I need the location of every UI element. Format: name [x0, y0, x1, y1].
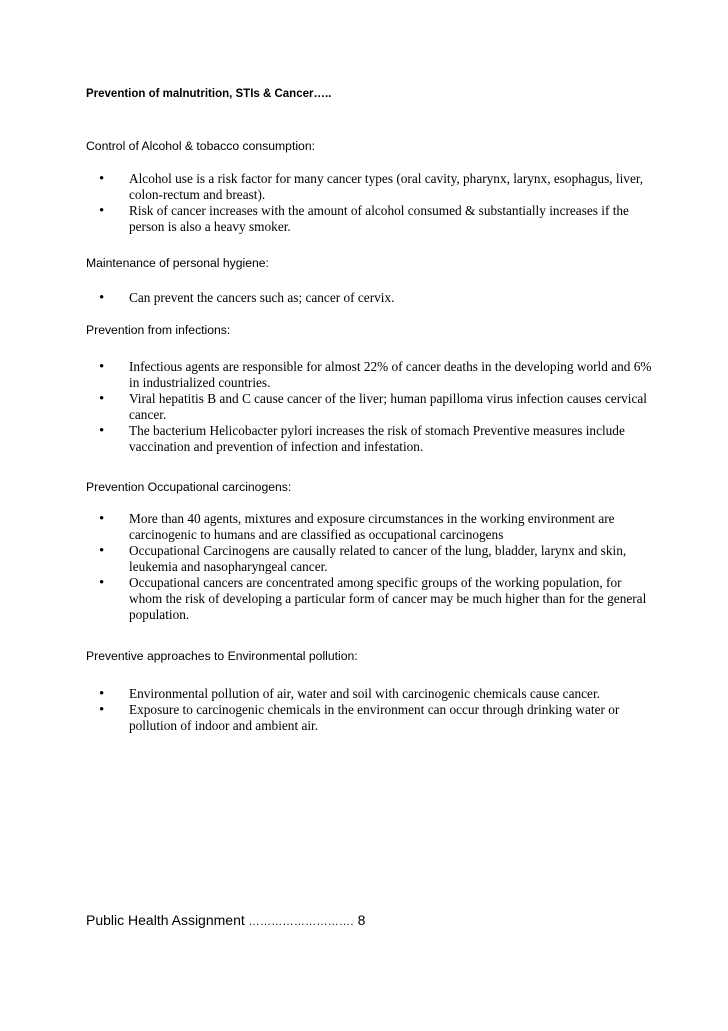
list-item: • Occupational cancers are concentrated among specific groups of the working population, for whom the risk of developing a particular form of cancer may be much higher than for the general population. — [99, 575, 647, 622]
list-item: • Can prevent the cancers such as; cancer of cervix. — [99, 290, 395, 306]
list-item: • Risk of cancer increases with the amount of alcohol consumed & substantially increases if the person is also a heavy smoker. — [99, 203, 629, 234]
bullet-list-occupational — [86, 511, 656, 623]
bullet-icon: • — [99, 171, 105, 187]
bullet-icon: • — [99, 575, 105, 591]
bullet-icon: • — [99, 290, 105, 306]
bullet-icon: • — [99, 686, 105, 702]
section-heading-occupational: Prevention Occupational carcinogens: — [86, 480, 292, 494]
list-item: • Viral hepatitis B and C cause cancer of the liver; human papilloma virus infection causes cervical cancer. — [99, 391, 647, 422]
section-heading-infections: Prevention from infections: — [86, 323, 231, 337]
footer-leader-dots: ………………………. — [248, 916, 354, 928]
bullet-icon: • — [99, 543, 105, 559]
bullet-list-personal-hygiene — [86, 290, 656, 306]
section-heading-environmental: Preventive approaches to Environmental pollution: — [86, 649, 358, 663]
list-item: • Alcohol use is a risk factor for many cancer types (oral cavity, pharynx, larynx, esophagus, liver, colon-rectum and breast). — [99, 171, 644, 202]
bullet-icon: • — [99, 391, 105, 407]
footer-label: Public Health Assignment — [86, 912, 245, 928]
page-number: 8 — [357, 912, 366, 928]
section-heading-personal-hygiene: Maintenance of personal hygiene: — [86, 256, 269, 270]
bullet-list-infections — [86, 359, 656, 455]
bullet-icon: • — [99, 203, 105, 219]
bullet-icon: • — [99, 423, 105, 439]
bullet-list-alcohol-tobacco — [86, 171, 656, 235]
page-title: Prevention of malnutrition, STIs & Cancer….. — [86, 88, 332, 100]
list-item: • More than 40 agents, mixtures and exposure circumstances in the working environment are carcinogenic to humans and are classified as occupational carcinogens — [99, 511, 615, 542]
list-item: • Infectious agents are responsible for almost 22% of cancer deaths in the developing world and 6% in industrialized countries. — [99, 359, 652, 390]
page-footer — [86, 912, 365, 928]
list-item: • Exposure to carcinogenic chemicals in the environment can occur through drinking water or pollution of indoor and ambient air. — [99, 702, 620, 733]
list-item: • The bacterium Helicobacter pylori increases the risk of stomach Preventive measures include vaccination and prevention of infection and infestation. — [99, 423, 625, 454]
section-heading-alcohol-tobacco: Control of Alcohol & tobacco consumption: — [86, 139, 315, 153]
list-item: • Environmental pollution of air, water and soil with carcinogenic chemicals cause cancer. — [99, 686, 600, 702]
bullet-icon: • — [99, 511, 105, 527]
bullet-list-environmental — [86, 686, 656, 734]
list-item: • Occupational Carcinogens are causally related to cancer of the lung, bladder, larynx and skin, leukemia and nasopharyngeal cancer. — [99, 543, 627, 574]
bullet-icon: • — [99, 359, 105, 375]
bullet-icon: • — [99, 702, 105, 718]
